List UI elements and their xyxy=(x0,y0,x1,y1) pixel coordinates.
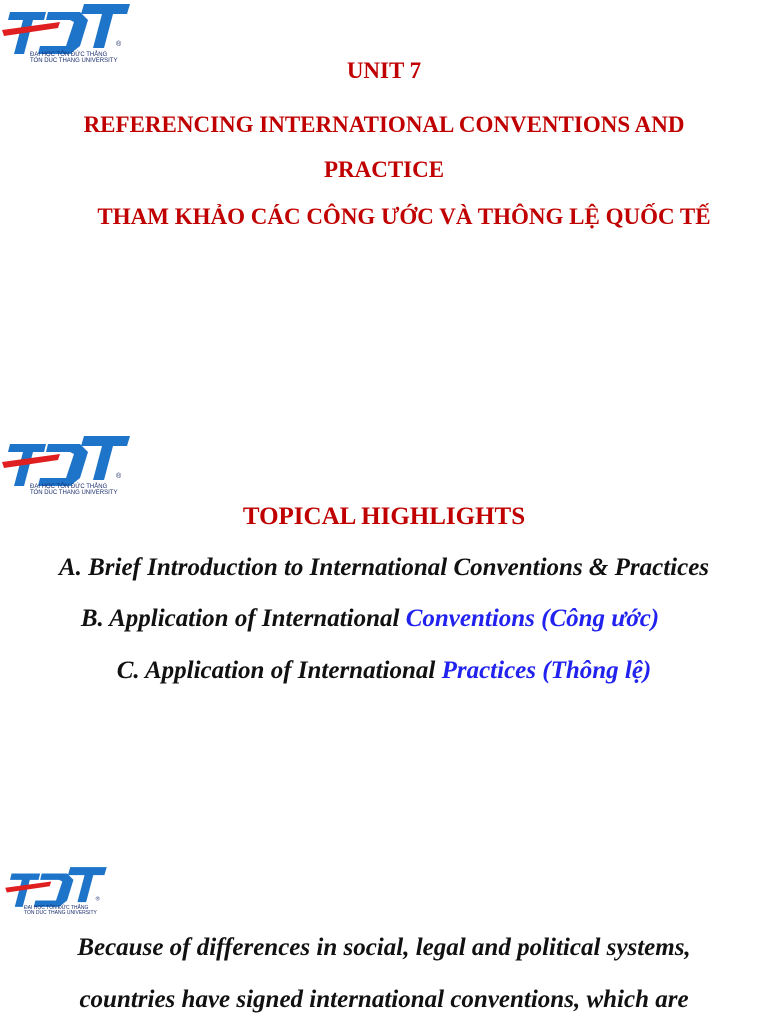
highlight-item-a: A. Brief Introduction to International Conventions & Practices xyxy=(58,554,710,581)
highlight-item-c: C. Application of International Practices (Thông lệ) xyxy=(116,657,652,684)
unit-label: UNIT 7 xyxy=(346,58,422,83)
tdt-logo-mark-icon xyxy=(0,0,132,58)
logo-caption-vi: ĐẠI HỌC TÔN ĐỨC THẮNG xyxy=(24,905,89,911)
logo-caption-vi: ĐẠI HỌC TÔN ĐỨC THẮNG xyxy=(30,52,108,58)
topical-highlights-heading: TOPICAL HIGHLIGHTS xyxy=(242,503,526,530)
slide-title-line1: REFERENCING INTERNATIONAL CONVENTIONS AND xyxy=(83,112,685,137)
logo-caption-en: TON DUC THANG UNIVERSITY xyxy=(24,910,97,917)
svg-text:®: ® xyxy=(116,41,122,48)
body-text-line1: Because of differences in social, legal and political systems, xyxy=(77,934,691,961)
svg-text:®: ® xyxy=(116,473,122,480)
body-text-line2: countries have signed international conventions, which are xyxy=(79,986,689,1013)
logo-caption-vi: ĐẠI HỌC TÔN ĐỨC THẮNG xyxy=(30,484,108,490)
svg-text:®: ® xyxy=(95,896,100,903)
logo-caption-en: TON DUC THANG UNIVERSITY xyxy=(30,490,118,497)
tdt-logo-mark-icon xyxy=(0,432,132,490)
tdt-logo xyxy=(0,864,112,916)
highlight-item-b: B. Application of International Conventions (Công ước) xyxy=(80,605,660,632)
tdt-logo-mark-icon xyxy=(0,864,112,910)
tdt-logo xyxy=(0,432,132,496)
logo-caption-en: TON DUC THANG UNIVERSITY xyxy=(30,58,118,65)
slide-title-vietnamese: THAM KHẢO CÁC CÔNG ƯỚC VÀ THÔNG LỆ QUỐC TẾ xyxy=(97,204,711,229)
slide-title-line2: PRACTICE xyxy=(323,157,445,182)
tdt-logo xyxy=(0,0,132,64)
